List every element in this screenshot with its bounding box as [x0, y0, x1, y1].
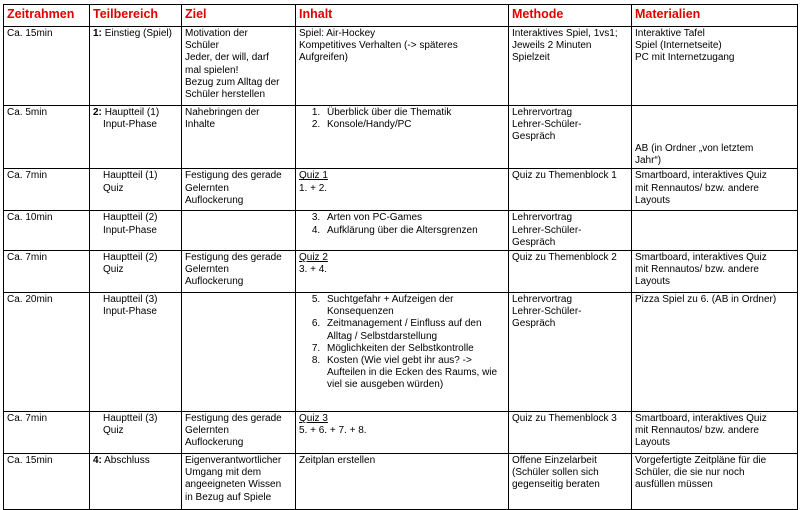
- table-row: [4, 293, 798, 412]
- header-teilbereich: Teilbereich: [90, 5, 182, 27]
- cell-materialien: Smartboard, interaktives Quiz mit Rennautos/ bzw. andere Layouts: [632, 169, 798, 211]
- cell-materialien: Smartboard, interaktives Quiz mit Rennautos/ bzw. andere Layouts: [632, 412, 798, 454]
- cell-ziel: [182, 211, 296, 251]
- list-item: 8. Kosten (Wie viel gebt ihr aus? -> Aufteilen in die Ecken des Raums, wie viel sie ausgeben würden): [323, 355, 505, 392]
- table-row: [4, 454, 798, 510]
- cell-ziel: Festigung des gerade Gelernten Auflockerung: [182, 169, 296, 211]
- inhalt-list: [299, 212, 505, 236]
- table-row: [4, 169, 798, 211]
- header-methode: Methode: [509, 5, 632, 27]
- cell-materialien: Pizza Spiel zu 6. (AB in Ordner): [632, 293, 798, 412]
- list-item: 2. Konsole/Handy/PC: [323, 119, 505, 131]
- table-row: [4, 412, 798, 454]
- cell-inhalt: [296, 293, 509, 412]
- cell-teilbereich: 1: Einstieg (Spiel): [90, 27, 182, 106]
- cell-materialien: Smartboard, interaktives Quiz mit Rennautos/ bzw. andere Layouts: [632, 251, 798, 293]
- cell-ziel: [182, 293, 296, 412]
- cell-inhalt: Zeitplan erstellen: [296, 454, 509, 510]
- cell-materialien: Vorgefertigte Zeitpläne für die Schüler, die sie nur noch ausfüllen müssen: [632, 454, 798, 510]
- inhalt-list: [299, 294, 505, 392]
- cell-teilbereich: 2: Hauptteil (1) Input-Phase: [90, 106, 182, 169]
- cell-methode: Quiz zu Themenblock 1: [509, 169, 632, 211]
- cell-ziel: Motivation der Schüler Jeder, der will, darf mal spielen! Bezug zum Alltag der Schüler herstellen: [182, 27, 296, 106]
- header-ziel: Ziel: [182, 5, 296, 27]
- table-row: [4, 211, 798, 251]
- table-row: [4, 27, 798, 106]
- cell-ziel: Festigung des gerade Gelernten Auflockerung: [182, 251, 296, 293]
- cell-ziel: Nahebringen der Inhalte: [182, 106, 296, 169]
- cell-inhalt: [296, 106, 509, 169]
- list-item: 6. Zeitmanagement / Einfluss auf den Alltag / Selbstdarstellung: [323, 318, 505, 342]
- list-item: 1. Überblick über die Thematik: [323, 107, 505, 119]
- lesson-plan-table: [3, 4, 798, 510]
- table-row: [4, 106, 798, 169]
- cell-zeitrahmen: Ca. 7min: [4, 169, 90, 211]
- cell-methode: Quiz zu Themenblock 2: [509, 251, 632, 293]
- cell-inhalt: Quiz 2 3. + 4.: [296, 251, 509, 293]
- cell-zeitrahmen: Ca. 7min: [4, 251, 90, 293]
- cell-inhalt: Quiz 1 1. + 2.: [296, 169, 509, 211]
- cell-materialien: AB (in Ordner „von letztem Jahr“): [632, 106, 798, 169]
- cell-ziel: Eigenverantwortlicher Umgang mit dem angeeigneten Wissen in Bezug auf Spiele: [182, 454, 296, 510]
- cell-methode: Offene Einzelarbeit (Schüler sollen sich gegenseitig beraten: [509, 454, 632, 510]
- cell-zeitrahmen: Ca. 5min: [4, 106, 90, 169]
- cell-inhalt: Spiel: Air-Hockey Kompetitives Verhalten (-> späteres Aufgreifen): [296, 27, 509, 106]
- cell-inhalt: Quiz 3 5. + 6. + 7. + 8.: [296, 412, 509, 454]
- header-inhalt: Inhalt: [296, 5, 509, 27]
- list-item: 4. Aufklärung über die Altersgrenzen: [323, 225, 505, 237]
- header-zeitrahmen: Zeitrahmen: [4, 5, 90, 27]
- cell-teilbereich: Hauptteil (1) Quiz: [90, 169, 182, 211]
- list-item: 7. Möglichkeiten der Selbstkontrolle: [323, 343, 505, 355]
- cell-methode: Interaktives Spiel, 1vs1; Jeweils 2 Minuten Spielzeit: [509, 27, 632, 106]
- cell-materialien: [632, 211, 798, 251]
- cell-teilbereich: Hauptteil (3) Quiz: [90, 412, 182, 454]
- cell-teilbereich: Hauptteil (2) Quiz: [90, 251, 182, 293]
- list-item: 5. Suchtgefahr + Aufzeigen der Konsequenzen: [323, 294, 505, 318]
- cell-zeitrahmen: Ca. 7min: [4, 412, 90, 454]
- cell-zeitrahmen: Ca. 15min: [4, 454, 90, 510]
- cell-teilbereich: Hauptteil (2) Input-Phase: [90, 211, 182, 251]
- cell-teilbereich: Hauptteil (3) Input-Phase: [90, 293, 182, 412]
- cell-teilbereich: 4: Abschluss: [90, 454, 182, 510]
- header-materialien: Materialien: [632, 5, 798, 27]
- cell-methode: Lehrervortrag Lehrer-Schüler- Gespräch: [509, 293, 632, 412]
- cell-ziel: Festigung des gerade Gelernten Auflockerung: [182, 412, 296, 454]
- cell-zeitrahmen: Ca. 15min: [4, 27, 90, 106]
- cell-methode: Quiz zu Themenblock 3: [509, 412, 632, 454]
- cell-methode: Lehrervortrag Lehrer-Schüler- Gespräch: [509, 106, 632, 169]
- cell-methode: Lehrervortrag Lehrer-Schüler- Gespräch: [509, 211, 632, 251]
- table-header-row: [4, 5, 798, 27]
- cell-zeitrahmen: Ca. 20min: [4, 293, 90, 412]
- list-item: 3. Arten von PC-Games: [323, 212, 505, 224]
- table-row: [4, 251, 798, 293]
- cell-materialien: Interaktive Tafel Spiel (Internetseite) PC mit Internetzugang: [632, 27, 798, 106]
- inhalt-list: [299, 107, 505, 131]
- cell-zeitrahmen: Ca. 10min: [4, 211, 90, 251]
- cell-inhalt: [296, 211, 509, 251]
